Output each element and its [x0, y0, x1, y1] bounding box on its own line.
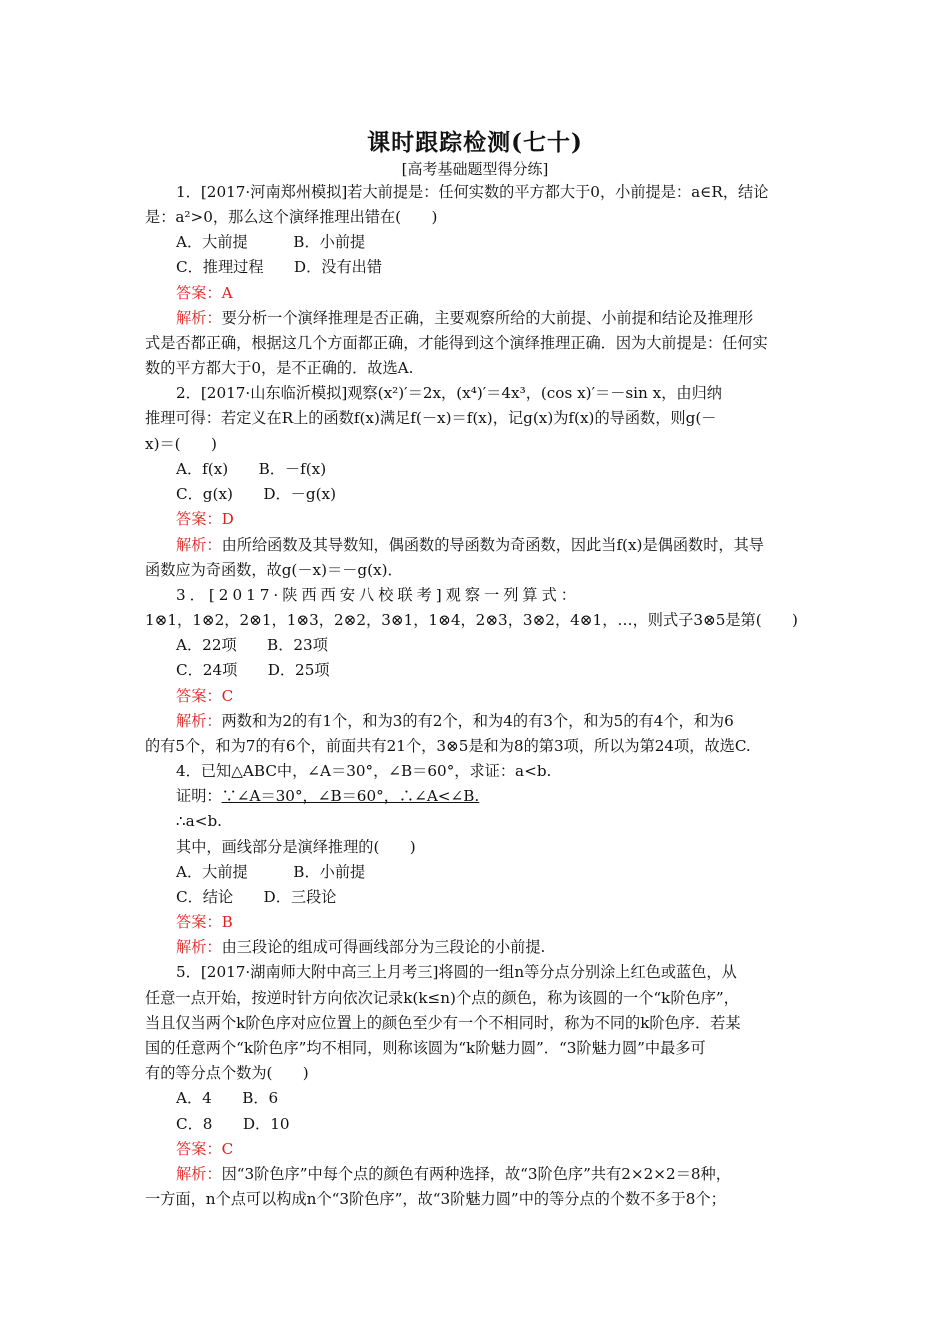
analysis-label: 解析： [176, 712, 222, 730]
q4-proof-line-1 [176, 786, 807, 806]
page-subtitle: [高考基础题型得分练] [401, 160, 549, 178]
q1-analysis-line-2: 式是否都正确，根据这几个方面都正确，才能得到这个演绎推理正确．因为大前提是：任何实 [145, 334, 768, 352]
q5-analysis-line-2: 一方面，n个点可以构成n个“3阶色序”，故“3阶魅力圆”中的等分点的个数不多于8个； [145, 1190, 726, 1208]
q2-analysis-line-2: 函数应为奇函数，故g(－x)＝－g(x)． [145, 561, 403, 579]
q2-options-ab: A．f(x) B．－f(x) [176, 460, 327, 478]
q1-options-ab: A．大前提 B．小前提 [176, 233, 366, 251]
q4-question: 其中，画线部分是演绎推理的( ) [176, 838, 416, 856]
q3-stem-line-2: 1⊗1，1⊗2，2⊗1，1⊗3，2⊗2，3⊗1，1⊗4，2⊗3，3⊗2，4⊗1，…，则式子3⊗5是第( ) [145, 611, 798, 629]
q1-analysis-line-3: 数的平方都大于0，是不正确的．故选A. [145, 359, 414, 377]
q4-analysis: 解析：由三段论的组成可得画线部分为三段论的小前提. [176, 938, 546, 956]
q5-options-cd: C．8 D．10 [176, 1115, 290, 1133]
analysis-label: 解析： [176, 1165, 222, 1183]
page-title: 课时跟踪检测(七十) [367, 129, 583, 156]
q5-answer: 答案：C [176, 1140, 234, 1158]
q4-proof-label: 证明： [176, 787, 222, 805]
q1-stem-line-1: 1．[2017·河南郑州模拟]若大前提是：任何实数的平方都大于0，小前提是：a∈R，结论 [176, 183, 769, 201]
q1-options-cd: C．推理过程 D．没有出错 [176, 258, 383, 276]
q3-options-ab: A．22项 B．23项 [176, 636, 328, 654]
q3-analysis-line-1: 解析：两数和为2的有1个，和为3的有2个，和为4的有3个，和为5的有4个，和为6 [176, 712, 734, 730]
q4-options-ab: A．大前提 B．小前提 [176, 863, 366, 881]
analysis-label: 解析： [176, 536, 222, 554]
q3-options-cd: C．24项 D．25项 [176, 661, 330, 679]
q5-stem-line-5: 有的等分点个数为( ) [145, 1064, 309, 1082]
q2-options-cd: C．g(x) D．－g(x) [176, 485, 337, 503]
analysis-label: 解析： [176, 309, 222, 327]
q5-stem-line-2: 任意一点开始，按逆时针方向依次记录k(k≤n)个点的颜色，称为该圆的一个“k阶色序”， [145, 989, 739, 1007]
q2-answer: 答案：D [176, 510, 234, 528]
q3-analysis-line-2: 的有5个，和为7的有6个，前面共有21个，3⊗5是和为8的第3项，所以为第24项，故选C. [145, 737, 751, 755]
q5-analysis-line-1: 解析：因“3阶色序”中每个点的颜色有两种选择，故“3阶色序”共有2×2×2＝8种， [176, 1165, 731, 1183]
q1-analysis-line-1: 解析：要分析一个演绎推理是否正确，主要观察所给的大前提、小前提和结论及推理形 [176, 309, 754, 327]
q4-answer: 答案：B [176, 913, 233, 931]
q4-proof-line-2: ∴a<b. [176, 812, 222, 830]
analysis-label: 解析： [176, 938, 222, 956]
q5-stem-line-4: 国的任意两个“k阶色序”均不相同，则称该圆为“k阶魅力圆”．“3阶魅力圆”中最多可 [145, 1039, 706, 1057]
q2-analysis-line-1: 解析：由所给函数及其导数知，偶函数的导函数为奇函数，因此当f(x)是偶函数时，其导 [176, 536, 764, 554]
q1-answer: 答案：A [176, 284, 233, 302]
q2-stem-line-1: 2．[2017·山东临沂模拟]观察(x²)′＝2x，(x⁴)′＝4x³，(cos x)′＝－sin x，由归纳 [176, 384, 722, 402]
q1-stem-line-2: 是：a²>0，那么这个演绎推理出错在( ) [145, 208, 438, 226]
q5-stem-line-3: 当且仅当两个k阶色序对应位置上的颜色至少有一个不相同时，称为不同的k阶色序．若某 [145, 1014, 741, 1032]
q4-options-cd: C．结论 D．三段论 [176, 888, 337, 906]
q5-options-ab: A．4 B．6 [176, 1089, 279, 1107]
q4-stem: 4．已知△ABC中，∠A＝30°，∠B＝60°，求证：a<b. [176, 762, 552, 780]
q3-stem-line-1: 3．[2017·陕西西安八校联考]观察一列算式： [176, 586, 580, 604]
q2-stem-line-3: x)＝( ) [145, 435, 217, 453]
q5-stem-line-1: 5．[2017·湖南师大附中高三上月考三]将圆的一组n等分点分别涂上红色或蓝色，从 [176, 963, 737, 981]
q4-underlined-premise: ∵∠A＝30°，∠B＝60°，∴∠A<∠B. [221, 787, 480, 805]
q2-stem-line-2: 推理可得：若定义在R上的函数f(x)满足f(－x)＝f(x)，记g(x)为f(x)的导函数，则g(－ [145, 409, 717, 427]
q3-answer: 答案：C [176, 687, 234, 705]
